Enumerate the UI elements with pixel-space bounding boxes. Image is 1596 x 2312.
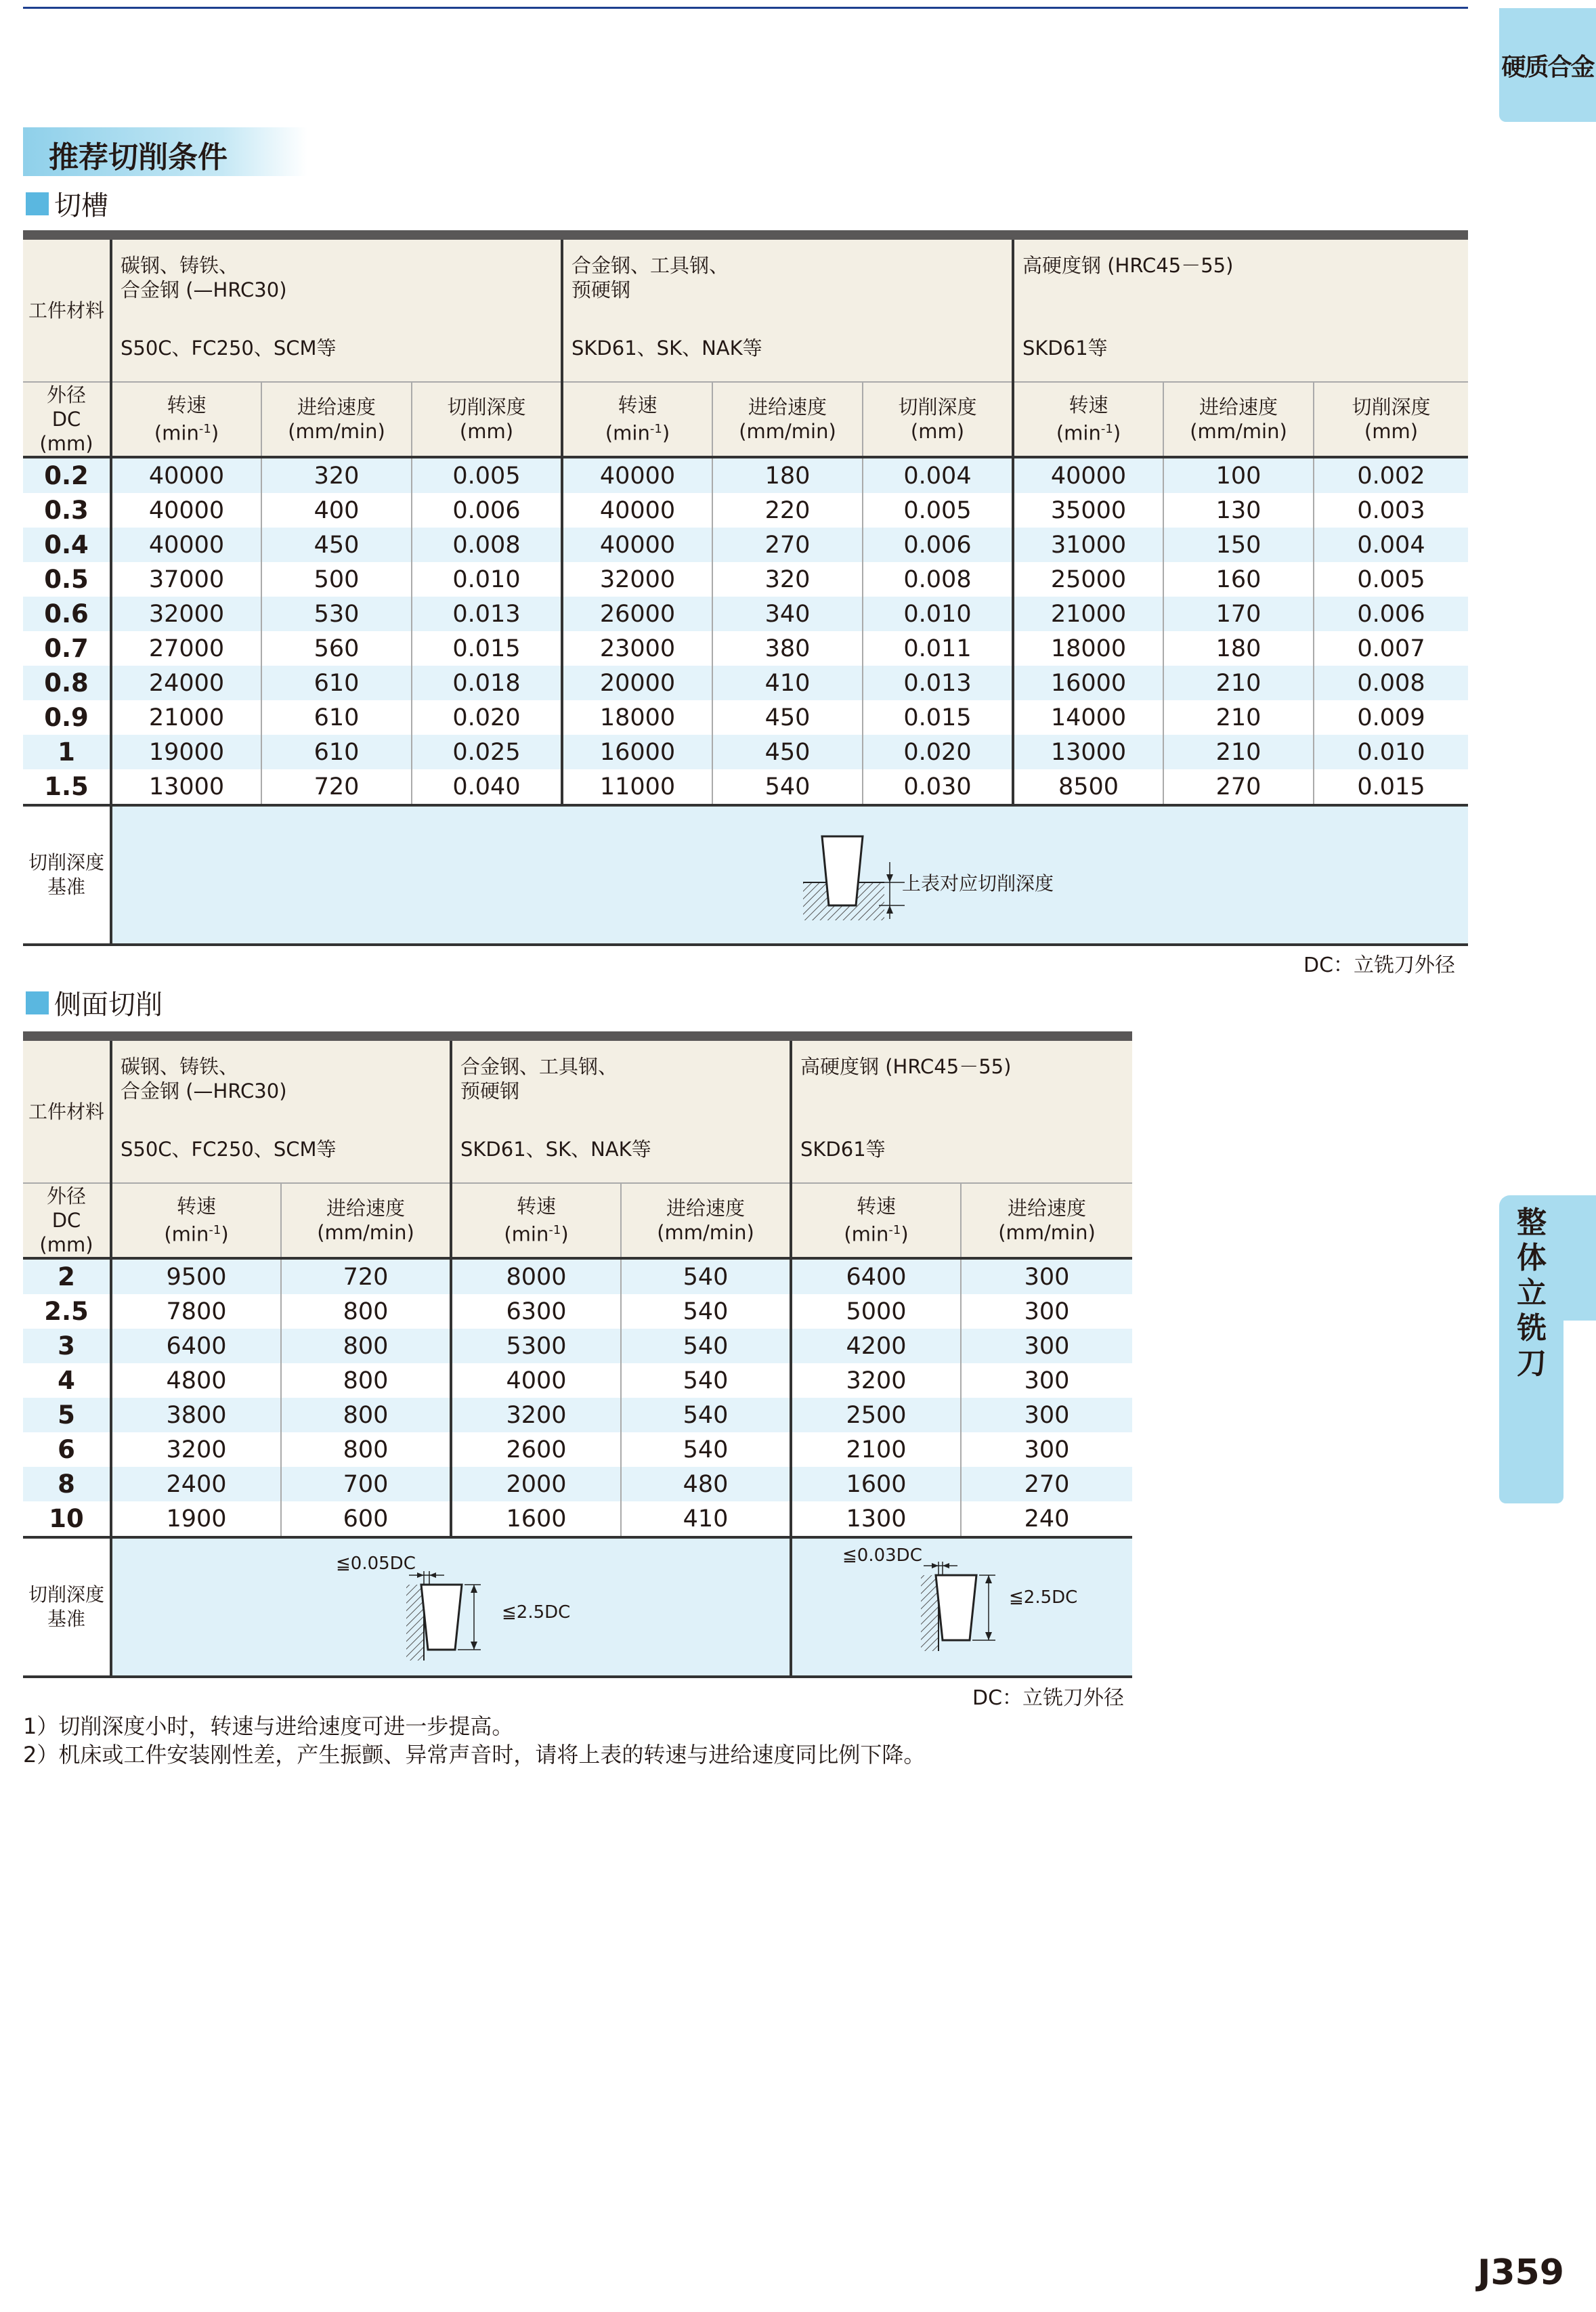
- section-square-icon: [26, 991, 49, 1014]
- table-row: 0.8 24000 610 0.018 20000 410 0.013 16000 210 0.008: [23, 666, 1468, 700]
- table-row: 2.5 7800 800 6300 540 5000 300: [23, 1294, 1132, 1329]
- depth-header: 切削深度 (mm): [1314, 382, 1468, 457]
- table-row: 4 4800 800 4000 540 3200 300: [23, 1363, 1132, 1398]
- slotting-section-title: 切槽: [26, 184, 108, 223]
- side-tab-category-label: 硬质合金: [1501, 53, 1594, 81]
- side-tab-category[interactable]: [1499, 8, 1596, 122]
- feed-header: 进给速度 (mm/min): [1163, 382, 1314, 457]
- table-row: 0.9 21000 610 0.020 18000 450 0.015 14000 210 0.009: [23, 700, 1468, 735]
- table-row: 5 3800 800 3200 540 2500 300: [23, 1398, 1132, 1432]
- table-row: 0.4 40000 450 0.008 40000 270 0.006 31000 150 0.004: [23, 528, 1468, 562]
- dc-header: 外径 DC (mm): [23, 1183, 111, 1258]
- speed-header: 转速 $(\min^{-1})$: [111, 382, 261, 457]
- workpiece-label: 工件材料: [23, 240, 111, 382]
- dc-note: DC：立铣刀外径: [1303, 954, 1456, 977]
- side-tab-section-label: 整 体 立 铣 刀: [1517, 1205, 1547, 1381]
- side-depth-diagram-right: [791, 1537, 1132, 1677]
- feed-header: 进给速度 (mm/min): [961, 1183, 1132, 1258]
- page-title-band: [23, 127, 307, 176]
- feed-header: 进给速度 (mm/min): [621, 1183, 791, 1258]
- radial-depth-label-left: ≦0.05DC: [336, 1554, 416, 1574]
- speed-header: 转速 $(\min^{-1})$: [111, 1183, 281, 1258]
- top-rule: [23, 7, 1468, 9]
- table-row: 8 2400 700 2000 480 1600 270: [23, 1467, 1132, 1501]
- feed-header: 进给速度 (mm/min): [281, 1183, 451, 1258]
- table-row: 0.2 40000 320 0.005 40000 180 0.004 40000 100 0.002: [23, 457, 1468, 493]
- table-row: 0.5 37000 500 0.010 32000 320 0.008 25000 160 0.005: [23, 562, 1468, 597]
- speed-header: 转速 $(\min^{-1})$: [562, 382, 712, 457]
- table-row: 10 1900 600 1600 410 1300 240: [23, 1501, 1132, 1537]
- slot-depth-note: 上表对应切削深度: [902, 872, 1054, 895]
- feed-header: 进给速度 (mm/min): [712, 382, 863, 457]
- side-cutting-diagram-right: [921, 1555, 1016, 1656]
- material-group-1: 碳钢、铸铁、 合金钢 (—HRC30) S50C、FC250、SCM等: [111, 240, 562, 382]
- axial-depth-label-left: ≦2.5DC: [502, 1602, 571, 1623]
- speed-header: 转速 $(\min^{-1})$: [1013, 382, 1163, 457]
- table-row: 0.7 27000 560 0.015 23000 380 0.011 18000 180 0.007: [23, 631, 1468, 666]
- radial-depth-label-right: ≦0.03DC: [842, 1545, 922, 1566]
- slotting-depth-diagram-cell: [111, 805, 1468, 945]
- dc-note: DC：立铣刀外径: [972, 1686, 1125, 1710]
- material-group-3: 高硬度钢 (HRC45－55) SKD61等: [1013, 240, 1468, 382]
- table-row: 0.3 40000 400 0.006 40000 220 0.005 35000 130 0.003: [23, 493, 1468, 528]
- table-row: 3 6400 800 5300 540 4200 300: [23, 1329, 1132, 1363]
- table-row: 6 3200 800 2600 540 2100 300: [23, 1432, 1132, 1467]
- side-cutting-diagram-left: [406, 1564, 501, 1666]
- table-row: 1.5 13000 720 0.040 11000 540 0.030 8500 270 0.015: [23, 769, 1468, 805]
- page-number: J359: [1478, 2252, 1564, 2293]
- side-cutting-table: [23, 1031, 1132, 1678]
- page-title: 推荐切削条件: [49, 140, 228, 175]
- material-group-3: 高硬度钢 (HRC45－55) SKD61等: [791, 1041, 1132, 1183]
- feed-header: 进给速度 (mm/min): [261, 382, 412, 457]
- material-group-2: 合金钢、工具钢、 预硬钢 SKD61、SK、NAK等: [562, 240, 1013, 382]
- side-cutting-section-title: 侧面切削: [26, 983, 163, 1022]
- dc-header: 外径 DC (mm): [23, 382, 111, 457]
- table-row: 0.6 32000 530 0.013 26000 340 0.010 21000 170 0.006: [23, 597, 1468, 631]
- workpiece-label: 工件材料: [23, 1041, 111, 1183]
- speed-header: 转速 $(\min^{-1})$: [451, 1183, 621, 1258]
- material-group-1: 碳钢、铸铁、 合金钢 (—HRC30) S50C、FC250、SCM等: [111, 1041, 451, 1183]
- section-square-icon: [26, 192, 49, 215]
- footnote: 1）切削深度小时，转速与进给速度可进一步提高。: [23, 1713, 514, 1739]
- footnotes: [23, 1712, 925, 1769]
- table-row: 2 9500 720 8000 540 6400 300: [23, 1258, 1132, 1294]
- axial-depth-label-right: ≦2.5DC: [1009, 1587, 1078, 1608]
- side-depth-diagram-left: [111, 1537, 791, 1677]
- speed-header: 转速 $(\min^{-1})$: [791, 1183, 961, 1258]
- footnote: 2）机床或工件安装刚性差，产生振颤、异常声音时，请将上表的转速与进给速度同比例下降。: [23, 1742, 926, 1768]
- depth-header: 切削深度 (mm): [412, 382, 562, 457]
- depth-reference-label: 切削深度 基准: [23, 1537, 111, 1677]
- slotting-table: [23, 230, 1468, 946]
- depth-header: 切削深度 (mm): [863, 382, 1013, 457]
- table-row: 1 19000 610 0.025 16000 450 0.020 13000 210 0.010: [23, 735, 1468, 769]
- depth-reference-label: 切削深度 基准: [23, 805, 111, 945]
- material-group-2: 合金钢、工具钢、 预硬钢 SKD61、SK、NAK等: [451, 1041, 791, 1183]
